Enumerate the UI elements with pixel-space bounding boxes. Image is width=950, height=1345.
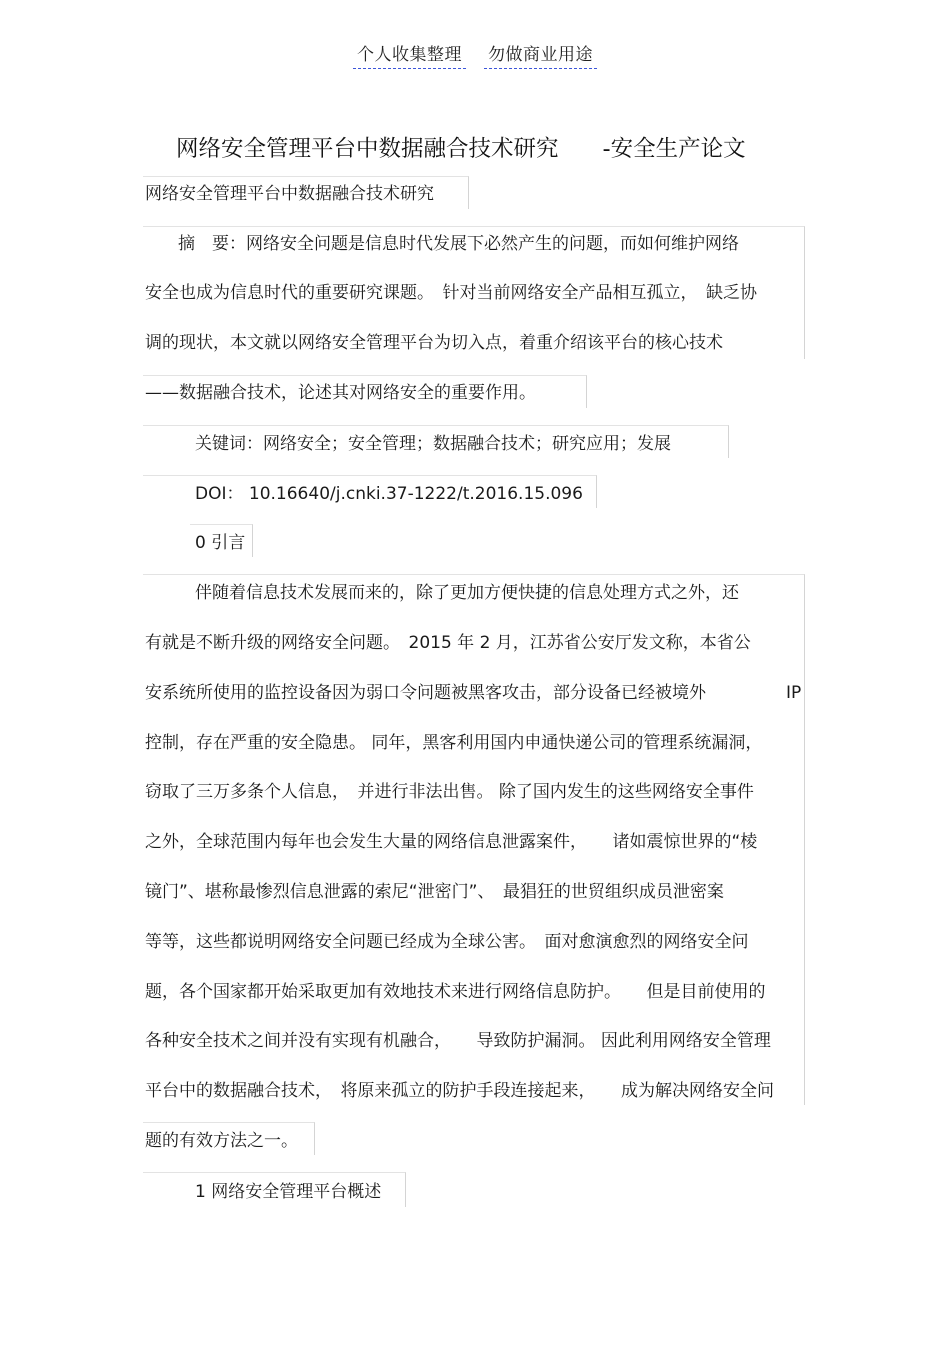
section-heading-intro: 0 引言 (195, 533, 246, 553)
watermark-header (0, 40, 950, 69)
document-title-main: 网络安全管理平台中数据融合技术研究 (176, 136, 559, 162)
document-title-suffix: -安全生产论文 (602, 136, 746, 162)
intro-paragraph-line: 各种安全技术之间并没有实现有机融合， 导致防护漏洞。 因此利用网络安全管理 (145, 1031, 771, 1051)
intro-paragraph-line: 安系统所使用的监控设备因为弱口令问题被黑客攻击，部分设备已经被境外 (145, 683, 706, 703)
intro-paragraph-line: 镜门”、堪称最惨烈信息泄露的索尼“泄密门”、 最猖狂的世贸组织成员泄密案 (145, 882, 724, 902)
header-right-text: 勿做商业用途 (484, 40, 597, 69)
abstract-line: 安全也成为信息时代的重要研究课题。 针对当前网络安全产品相互孤立， 缺乏协 (145, 283, 757, 303)
abstract-line: 摘 要：网络安全问题是信息时代发展下必然产生的问题，而如何维护网络 (178, 234, 739, 254)
abstract-line: ——数据融合技术，论述其对网络安全的重要作用。 (145, 383, 536, 403)
intro-paragraph-line: 控制，存在严重的安全隐患。 同年，黑客利用国内申通快递公司的管理系统漏洞， (145, 733, 763, 753)
document-title (176, 131, 746, 163)
intro-paragraph-line: 等等，这些都说明网络安全问题已经成为全球公害。 面对愈演愈烈的网络安全问 (145, 932, 749, 952)
header-left-text: 个人收集整理 (353, 40, 466, 69)
document-subtitle: 网络安全管理平台中数据融合技术研究 (145, 184, 434, 204)
intro-paragraph-line: 之外，全球范围内每年也会发生大量的网络信息泄露案件， 诸如震惊世界的“棱 (145, 832, 758, 852)
intro-paragraph-line-tail: IP (786, 683, 802, 703)
intro-paragraph-line: 题的有效方法之一。 (145, 1131, 298, 1151)
abstract-line: 调的现状，本文就以网络安全管理平台为切入点，着重介绍该平台的核心技术 (145, 333, 723, 353)
doi-line: DOI： 10.16640/j.cnki.37-1222/t.2016.15.096 (195, 484, 583, 504)
intro-paragraph-line: 伴随着信息技术发展而来的，除了更加方便快捷的信息处理方式之外，还 (195, 583, 739, 603)
intro-paragraph-line: 题，各个国家都开始采取更加有效地技术来进行网络信息防护。 但是目前使用的 (145, 982, 766, 1002)
intro-paragraph-line: 窃取了三万多条个人信息， 并进行非法出售。 除了国内发生的这些网络安全事件 (145, 782, 754, 802)
section-heading-overview: 1 网络安全管理平台概述 (195, 1182, 382, 1202)
intro-paragraph-line: 平台中的数据融合技术， 将原来孤立的防护手段连接起来， 成为解决网络安全问 (145, 1081, 774, 1101)
keywords-line: 关键词：网络安全；安全管理；数据融合技术；研究应用；发展 (195, 434, 671, 454)
intro-paragraph-line: 有就是不断升级的网络安全问题。 2015 年 2 月，江苏省公安厅发文称，本省公 (145, 633, 751, 653)
